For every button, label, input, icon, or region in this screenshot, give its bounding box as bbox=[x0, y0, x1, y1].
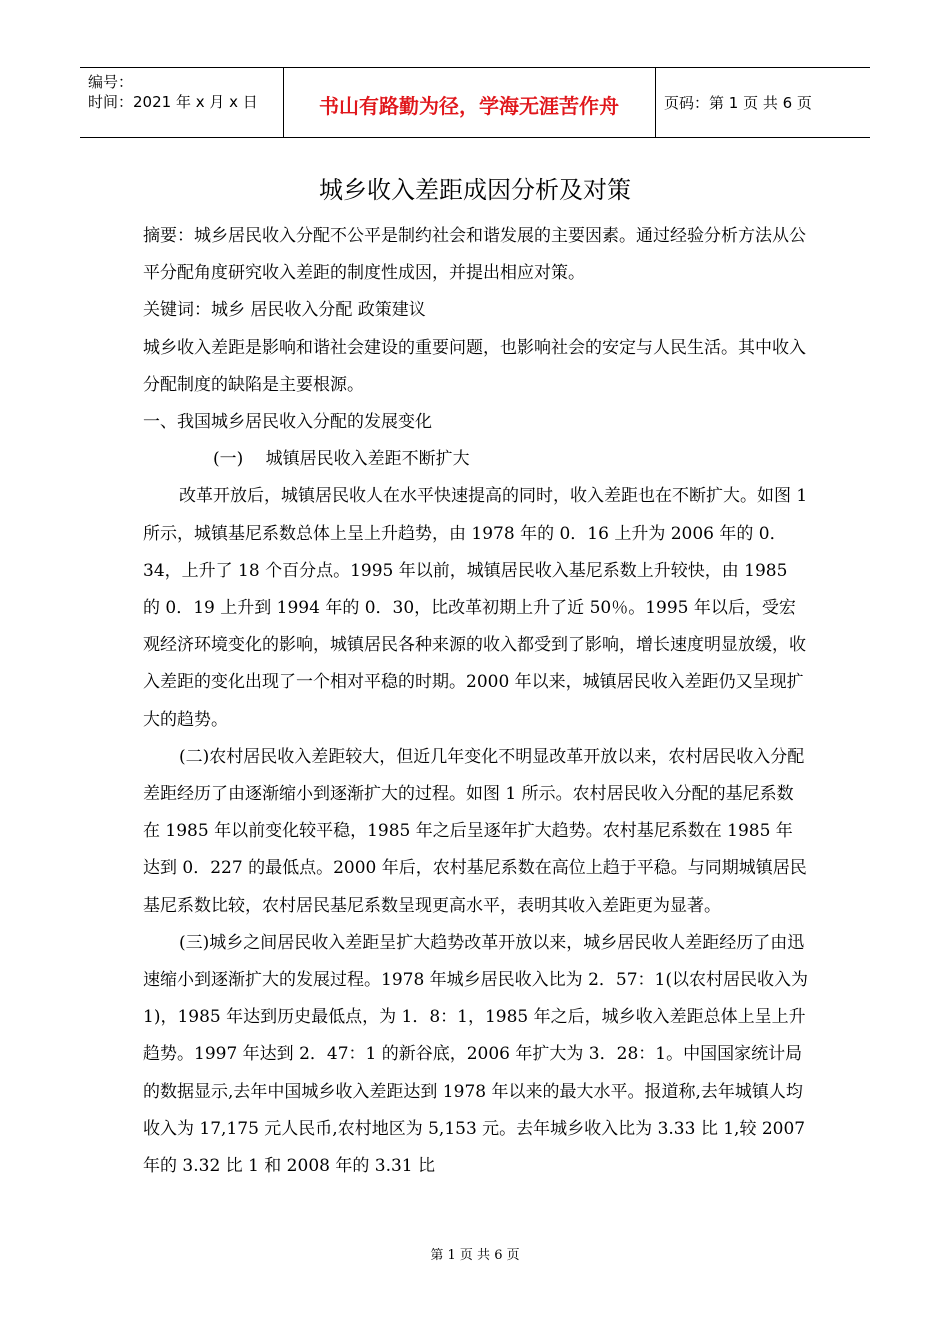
keywords: 关键词：城乡 居民收入分配 政策建议 bbox=[143, 300, 426, 321]
abstract: 摘要：城乡居民收入分配不公平是制约社会和谐发展的主要因素。通过经验分析方法从公平分配角度研究收入差距的制度性成因，并提出相应对策。 bbox=[143, 226, 806, 284]
header-table bbox=[80, 67, 870, 138]
header-divider bbox=[655, 68, 656, 137]
header-motto: 书山有路勤为径，学海无涯苦作舟 bbox=[319, 94, 619, 118]
body-paragraph: (三)城乡之间居民收入差距呈扩大趋势改革开放以来，城乡居民收人差距经历了由迅速缩小到逐渐扩大的发展过程。1978 年城乡居民收入比为 2．57：1(以农村居民收入为 1)，1985 年达到历史最低点，为 1．8：1，1985 年之后，城乡收入差距总体上呈上升趋势。1997 年达到 2．47：1 的新谷底，2006 年扩大为 3．28：1。中国国家统计局的数据显示,去年中国城乡收入差距达到 1978 年以来的最大水平。报道称,去年城镇人均收入为 17,175 元人民币,农村地区为 5,153 元。去年城乡收入比为 3.33 比 1,较 2007 年的 3.32 比 1 和 2008 年的 3.31 比 bbox=[143, 932, 808, 1177]
serial-label: 编号： bbox=[88, 73, 134, 91]
page-footer: 第 1 页 共 6 页 bbox=[430, 1248, 520, 1263]
section-heading: 一、我国城乡居民收入分配的发展变化 bbox=[143, 412, 432, 433]
header-meta bbox=[88, 72, 283, 112]
body-paragraph: (二)农村居民收入差距较大，但近几年变化不明显改革开放以来，农村居民收入分配差距经历了由逐渐缩小到逐渐扩大的过程。如图 1 所示。农村居民收入分配的基尼系数在 1985 年以前变化较平稳，1985 年之后呈逐年扩大趋势。农村基尼系数在 1985 年达到 0．227 的最低点。2000 年后，农村基尼系数在高位上趋于平稳。与同期城镇居民基尼系数比较，农村居民基尼系数呈现更高水平，表明其收入差距更为显著。 bbox=[143, 746, 807, 916]
document-title: 城乡收入差距成因分析及对策 bbox=[319, 176, 631, 204]
intro-paragraph: 城乡收入差距是影响和谐社会建设的重要问题，也影响社会的安定与人民生活。其中收入分配制度的缺陷是主要根源。 bbox=[143, 337, 806, 395]
date-line: 时间：2021 年 x 月 x 日 bbox=[88, 93, 258, 111]
header-page-info: 页码：第 1 页 共 6 页 bbox=[664, 94, 812, 112]
body-paragraph: 改革开放后，城镇居民收人在水平快速提高的同时，收入差距也在不断扩大。如图 1 所示，城镇基尼系数总体上呈上升趋势，由 1978 年的 0．16 上升为 2006 年的 0．34，上升了 18 个百分点。1995 年以前，城镇居民收入基尼系数上升较快，由 1985 的 0．19 上升到 1994 年的 0．30，比改革初期上升了近 50％。1995 年以后，受宏观经济环境变化的影响，城镇居民各种来源的收入都受到了影响，增长速度明显放缓，收入差距的变化出现了一个相对平稳的时期。2000 年以来，城镇居民收入差距仍又呈现扩大的趋势。 bbox=[143, 486, 808, 730]
subsection-heading: (一) 城镇居民收入差距不断扩大 bbox=[213, 449, 470, 470]
document-body bbox=[143, 218, 809, 1185]
